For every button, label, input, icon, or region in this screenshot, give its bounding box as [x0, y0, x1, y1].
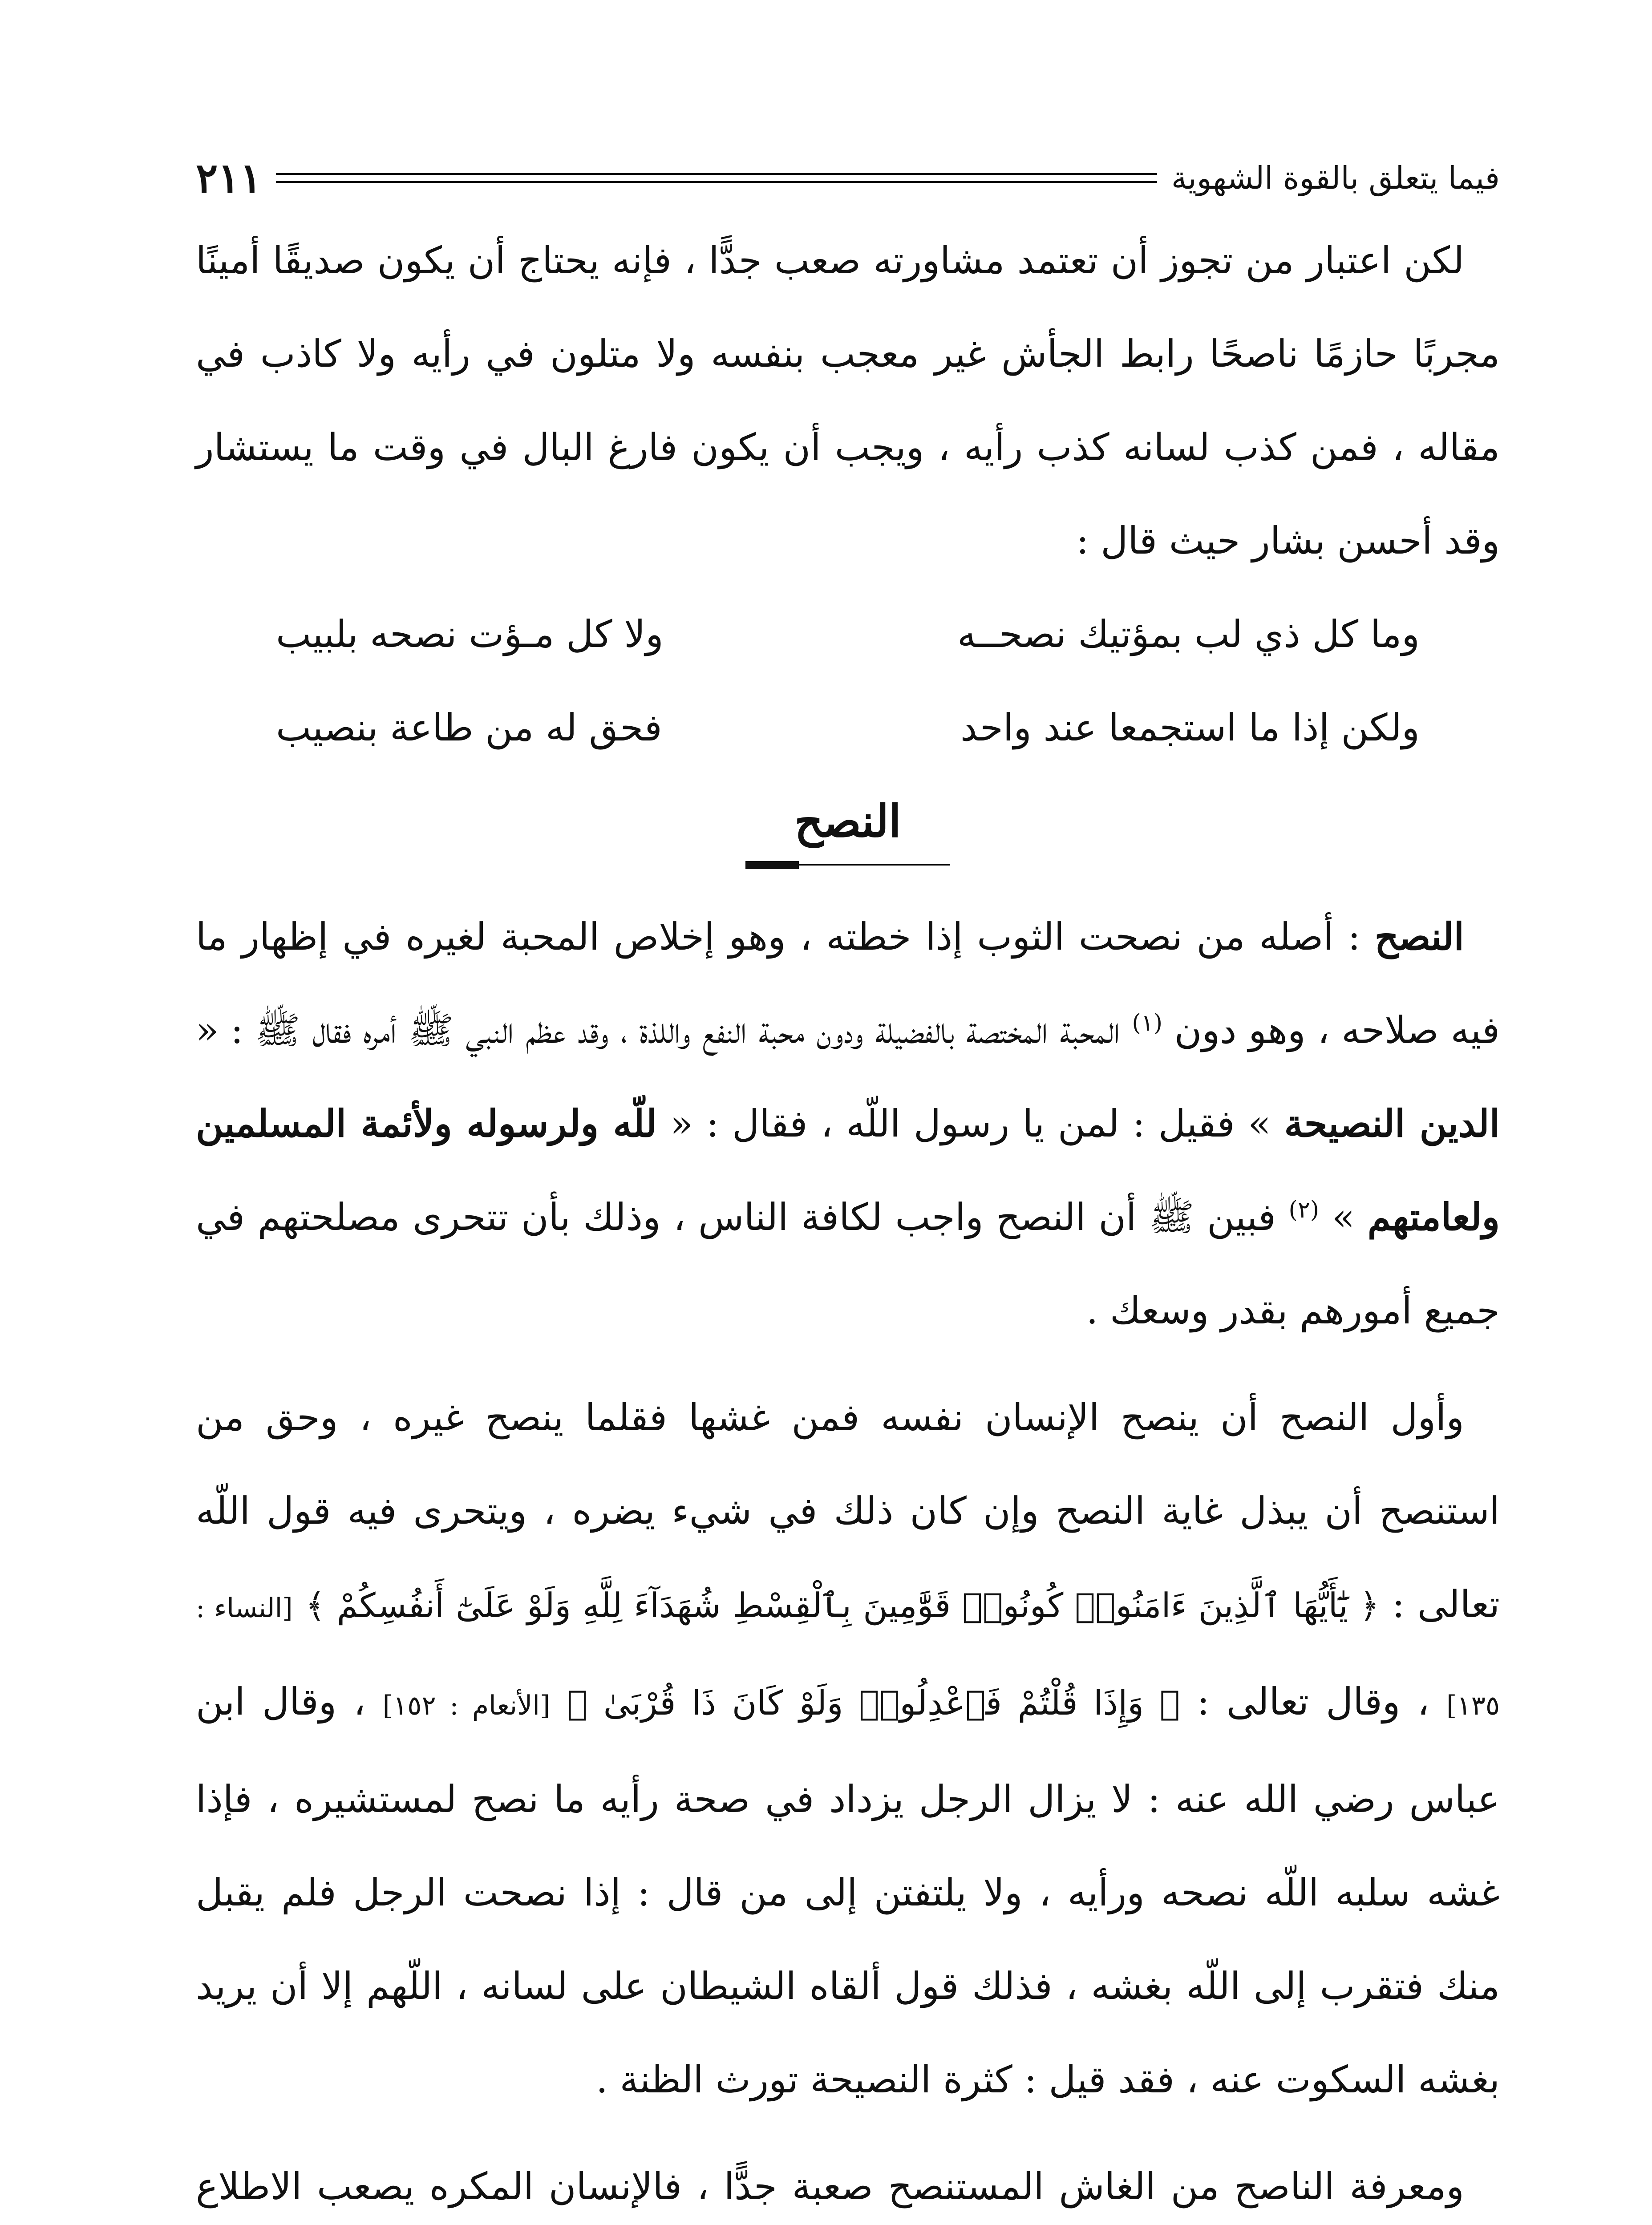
verse-first-hemistich: وما كل ذي لب بمؤتيك نصحــه [957, 612, 1420, 656]
paragraph-text: : أصله من نصحت الثوب إذا خطته ، وهو إخلاص المحبة لغيره في إظهار ما فيه صلاحه ، وهو دون [196, 915, 1500, 1052]
page-number: ٢١١ [196, 154, 262, 202]
paragraph-text: » [1332, 1195, 1355, 1239]
verse-second-hemistich: ولا كل مـؤت نصحه بلبيب [276, 612, 664, 656]
header-rule [276, 173, 1157, 183]
intro-paragraph: لكن اعتبار من تجوز أن تعتمد مشاورته صعب جدًّا ، فإنه يحتاج أن يكون صديقًا أمينًا مجربًا حازمًا ناصحًا رابط الجأش غير معجب بنفسه ولا متلون في رأيه ولا كاذب في مقاله ، فمن كذب لسانه كذب رأيه ، ويجب أن يكون فارغ البال في وقت ما يستشار وقد أحسن بشار حيث قال : [196, 239, 1500, 562]
quran-reference: [النساء : ١٣٥] [196, 1593, 1500, 1721]
paragraph-text: فبين ﷺ أن النصح واجب لكافة الناس ، وذلك بأن تتحرى مصلحتهم في جميع أمورهم بقدر وسعك . [196, 1195, 1500, 1332]
paragraph-self-advice [196, 1371, 1500, 2126]
paragraph-gap [196, 2126, 1500, 2140]
paragraph-recognition: ومعرفة الناصح من الغاش المستنصح صعبة جدًّا ، فالإنسان المكره يصعب الاطلاع [196, 2164, 1464, 2208]
running-title: فيما يتعلق بالقوة الشهوية [1171, 160, 1500, 196]
poem-verse [276, 681, 1420, 774]
paragraph-text: ، وقال تعالى : [1197, 1680, 1429, 1723]
running-header [196, 151, 1500, 205]
quran-reference: [الأنعام : ١٥٢] [382, 1690, 551, 1721]
paragraph-text: وأول النصح أن ينصح الإنسان نفسه فمن غشها فقلما ينصح غيره ، وحق من استنصح أن يبذل غاية النصح وإن كان ذلك في شيء يضره ، ويتحرى فيه قول اللّه تعالى : [196, 1396, 1500, 1626]
ornament-thick-bar [745, 861, 799, 869]
section-heading: النصح [794, 795, 901, 847]
quran-verse: ﴿ وَإِذَا قُلْتُمْ فَٱعْدِلُوا۟ وَلَوْ كَانَ ذَا قُرْبَىٰ ﴾ [567, 1683, 1180, 1723]
verse-second-hemistich: فحق له من طاعة بنصيب [276, 706, 662, 749]
paragraph-text: ، وقال ابن عباس رضي الله عنه : لا يزال الرجل يزداد في صحة رأيه ما نصح لمستشيره ، فإذا غشه سلبه اللّه نصحه ورأيه ، ولا يلتفتن إلى من قال : إذا نصحت الرجل فلم يقبل منك فتقرب إلى اللّه بغشه ، فذلك قول ألقاه الشيطان على لسانه ، اللّهم إلا أن يريد بغشه السكوت عنه ، فقد قيل : كثرة النصيحة تورث الظنة . [196, 1680, 1500, 2101]
paragraph-text: » فقيل : لمن يا رسول اللّه ، فقال : « [670, 1102, 1271, 1145]
hadith-quote: للّه ولرسوله ولأئمة المسلمين ولعامتهم [196, 1101, 1500, 1239]
paragraph-gap [196, 1357, 1500, 1371]
book-page [196, 151, 1500, 2225]
paragraph-definition [196, 890, 1500, 1357]
verse-first-hemistich: ولكن إذا ما استجمعا عند واحد [960, 706, 1420, 749]
paragraph-text: المحبة المختصة بالفضيلة ودون محبة النفع واللذة ، وقد عظم النبي ﷺ أمره فقال ﷺ : « [196, 1008, 1120, 1052]
poem [276, 587, 1420, 774]
poem-verse [276, 587, 1420, 681]
defined-term: النصح [1374, 914, 1465, 959]
quran-verse: ﴿ يَٰٓأَيُّهَا ٱلَّذِينَ ءَامَنُوا۟ كُونُوا۟ قَوَّٰمِينَ بِٱلْقِسْطِ شُهَدَآءَ لِلَّهِ وَلَوْ عَلَىٰٓ أَنفُسِكُمْ ﴾ [305, 1586, 1380, 1625]
heading-ornament [745, 859, 950, 872]
hadith-quote: الدين النصيحة [1284, 1101, 1500, 1145]
footnote-marker[interactable]: (١) [1132, 1010, 1162, 1036]
footnote-marker[interactable]: (٢) [1288, 1197, 1320, 1223]
